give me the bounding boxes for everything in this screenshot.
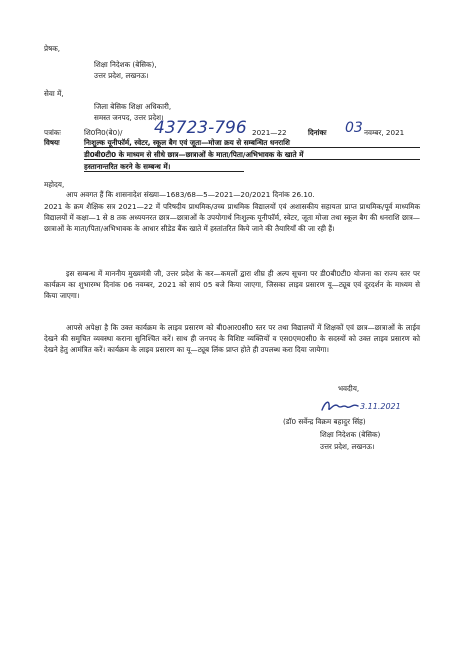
signatory-designation: शिक्षा निदेशक (बेसिक) <box>320 430 381 439</box>
signature-scribble <box>320 398 360 416</box>
date-month-year: नवम्बर, 2021 <box>364 128 405 137</box>
recipient-line-2: समस्त जनपद, उत्तर प्रदेश। <box>94 113 164 122</box>
paragraph-3: आपसे अपेक्षा है कि उक्त कार्यक्रम के लाइव प्रसारण को बी0आर0सी0 स्तर पर तथा विद्यालयों में शिक्षकों एवं छात्र—छात्राओं के लाईव देखने की समुचित व्यवस्था कराना सुनिश्चित करें। साथ ही जनपद के विशिष्ट व्यक्तियों व एस0एम0सी0 के सदस्यों को उक्त लाइव प्रसारण को देखने हेतु आमंत्रित करें। कार्यक्रम के लाइव प्रसारण का यू—ट्यूब लिंक प्राप्त होते ही उपलब्ध करा दिया जायेगा। <box>44 323 420 354</box>
handwritten-date-day: 03 <box>345 120 363 136</box>
subject-label: विषयः <box>44 138 60 147</box>
salutation: महोदय, <box>44 180 65 189</box>
subject-line-1: निःशुल्क यूनीफॉर्म, स्वेटर, स्कूल बैग एवं जूता—मोजा क्रय से सम्बन्धित धनराशि <box>84 138 290 147</box>
handwritten-letter-number: 43723-796 <box>154 118 247 138</box>
sender-label: प्रेषक, <box>44 44 61 53</box>
sender-line-1: शिक्षा निदेशक (बेसिक), <box>94 60 157 69</box>
paragraph-1-first-line: आप अवगत हैं कि शासनादेश संख्या—1683/68—5—2021—20/2021 दिनांक 26.10. <box>66 190 315 199</box>
paragraph-1-body: 2021 के क्रम शैक्षिक सत्र 2021—22 में परिषदीय प्राथमिक/उच्च प्राथमिक विद्यालयों एवं अशासकीय सहायता प्राप्त प्राथमिक/पूर्व माध्यमिक विद्यालयों में कक्षा—1 से 8 तक अध्ययनरत छात्र—छात्राओं के उपयोगार्थ निःशुल्क यूनीफॉर्म, स्वेटर, जूता मोजा तथा स्कूल बैग की धनराशि छात्र—छात्राओं के माता/पिता/अभिभावक के आधार सीडेड बैंक खाते में हस्तांतरित किये जाने की तैयारियाँ की जा रही हैं। <box>44 202 420 233</box>
subject-underline-1 <box>84 147 420 148</box>
subject-line-3: हस्तानान्तरित करने के सम्बन्ध में। <box>84 162 171 171</box>
date-label: दिनांकः <box>308 128 327 137</box>
patrank-label: पत्रांकः <box>44 128 61 137</box>
handwritten-sign-date: 3.11.2021 <box>360 402 401 411</box>
closing-bhavdiya: भवदीय, <box>338 384 360 393</box>
signatory-place: उत्तर प्रदेश, लखनऊ। <box>320 442 375 451</box>
sender-line-2: उत्तर प्रदेश, लखनऊ। <box>94 71 149 80</box>
recipient-line-1: जिला बेसिक शिक्षा अधिकारी, <box>94 102 172 111</box>
signatory-name: (डॉ0 सर्वेन्द्र विक्रम बहादुर सिंह) <box>283 417 366 426</box>
recipient-label: सेवा में, <box>44 89 64 98</box>
paragraph-2: इस सम्बन्ध में माननीय मुख्यमंत्री जी, उत्तर प्रदेश के कर—कमलों द्वारा शीघ्र ही अल्प सूचना पर डी0बी0टी0 योजना का राज्य स्तर पर कार्यक्रम का शुभारम्भ दिनांक 06 नवम्बर, 2021 को सायं 05 बजे किया जाएगा, जिसका लाइव प्रसारण यू—ट्यूब एवं दूरदर्शन के माध्यम से किया जाएगा। <box>44 269 420 300</box>
patrank-prefix: शि0नि0(बे0)/ <box>84 128 123 137</box>
subject-underline-3 <box>84 171 244 172</box>
reference-year: 2021—22 <box>252 128 287 137</box>
subject-line-2: डी0बी0टी0 के माध्यम से सीधे छात्र—छात्राओं के माता/पिता/अभिभावक के खाते में <box>84 150 304 159</box>
subject-underline-2 <box>84 159 420 160</box>
